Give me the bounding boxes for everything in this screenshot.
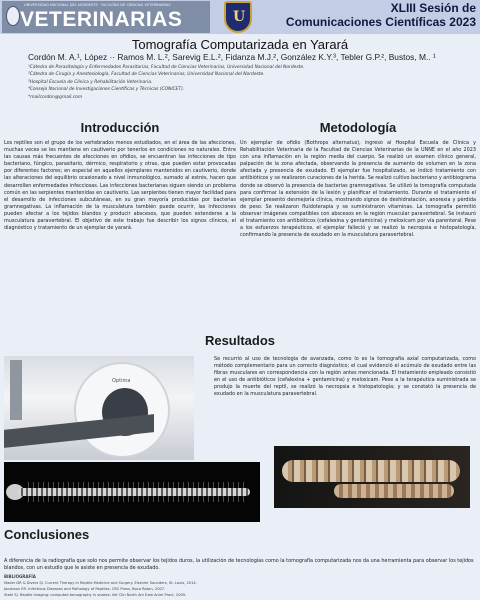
method-text: Un ejemplar de ofidio (Bothrops alternatus), ingresó al Hospital Escuela de Clínica y Rehabilitación Veterinaria de la Facultad de Ciencias Veterinarias de la UNNE en el año 2023 con una inflamación en la región media del cuerpo. Se realizó un examen clínico general, palpación de la zona afectada, observando la presencia de aumento de volumen en la zona afectada y presencia de exudado. El ejemplar fue hospitalizado, se indicó tratamiento con antibióticos y se realizaron curaciones de la herida. Se realizó cultivo bacteriano y antibiograma donde se observó la presencia de bacterias gramnegativas. Se utilizó la tomografía computada para confirmar la extensión de la lesión y planificar el tratamiento. Durante el tratamiento el ejemplar presentó desmejoría clínica, mostrando signos de deshidratación, anorexia y pérdida de peso. Se realizaron fluidoterapia y se suministraron vitaminas. La tomografía permitió observar imágenes compatibles con abscesos en la región muscular paravertebral. Se instauró el tratamiento con antibióticos (cefalexina y gentamicina) y meloxicam por vía parenteral. Pese a los esfuerzos terapéuticos, el ejemplar falleció y se realizó la necropsia e histopatología, confirmando la presencia de exudado en la musculatura paravertebral. xyxy=(240,140,476,239)
conclusions-text: A diferencia de la radiografía que solo nos permite observar los tejidos duros, la utilización de tecnologías como la tomografía computarizada nos da una herramienta para observar los tejidos blandos, con un estudio que le asiste en presencia de exudado. xyxy=(4,558,474,572)
ct-scanner-photo xyxy=(4,356,194,460)
reference-3: Stahl SJ. Reptile imaging: computed tomography in snakes. Vet Clin North Am Exot Anim Pract, 2009. xyxy=(4,593,187,597)
event-line-2: Comunicaciones Científicas 2023 xyxy=(285,15,476,29)
affiliation-3: ³Hospital Escuela de Clínica y Rehabilitación Veterinaria. xyxy=(28,79,153,85)
university-crest-icon: U xyxy=(224,1,252,33)
affiliation-2: ²Cátedra de Cirugía y Anestesiología, Facultad de Ciencias Veterinarias, Universidad Nacional del Nordeste. xyxy=(28,72,265,78)
ct-scan-image xyxy=(4,462,260,522)
poster-header xyxy=(0,0,480,34)
faculty-word: VETERINARIAS xyxy=(20,8,183,31)
university-seal-icon xyxy=(6,6,20,26)
faculty-logo xyxy=(2,1,210,33)
method-heading: Metodología xyxy=(319,120,397,135)
ct-brand-label: Optima xyxy=(112,378,131,384)
affiliations xyxy=(28,64,448,101)
affiliation-4: ⁴Consejo Nacional de Investigaciones Científicas y Técnicas (CONICET). xyxy=(28,87,185,93)
reference-2: Jacobson ER. Infectious Diseases and Pathology of Reptiles. CRC Press, Boca Raton, 2007. xyxy=(4,587,166,591)
intro-heading: Introducción xyxy=(80,120,160,135)
author-list: Cordón M. A.¹, López ·· Ramos M. L.², Sarevig E.L.², Fidanza M.J.², González K.Y.³, Tebler G.P.², Bustos, M.. ¹ xyxy=(28,52,436,62)
contact-email: *mailcordon@gmail.com xyxy=(28,94,83,100)
university-line: UNIVERSIDAD NACIONAL DEL NORDESTE · FACULTAD DE CIENCIAS VETERINARIAS xyxy=(24,3,171,7)
references-title: BIBLIOGRAFÍA xyxy=(4,574,36,579)
results-heading: Resultados xyxy=(204,333,276,348)
affiliation-1: ¹Cátedra de Parasitología y Enfermedades Parasitarias, Facultad de Ciencias Veterinarias, Universidad Nacional del Nordeste. xyxy=(28,65,305,70)
reference-1: Mader DR & Divers SJ. Current Therapy in Reptile Medicine and Surgery. Elsevier Saunders, St. Louis, 2014. xyxy=(4,581,197,585)
event-title xyxy=(262,2,476,29)
conclusions-heading: Conclusiones xyxy=(4,527,90,542)
event-line-1: XLIII Sesión de xyxy=(390,1,476,15)
results-text: Se recurrió al uso de tecnología de avanzada, como lo es la tomografía axial computarizada, como método complementario para un correcto diagnóstico; el cual evidenció el acúmulo de exudado entre las fibras musculares en correspondencia con la región antes mencionada. El tratamiento empleado consistió en el uso de antibióticos (cefalexina + gentamicina) y meloxicam. Pese a la terapéutica suministrada se produjo la muerte del reptil, se realizó la necropsia e histopatología; y se constató la presencia de exudado en la musculatura paravertebral. xyxy=(214,356,476,398)
references xyxy=(4,574,476,598)
poster-title: Tomografía Computarizada en Yarará xyxy=(131,37,349,52)
intro-text: Los reptiles son el grupo de los vertebrados menos estudiados, en el área de las afecciones, muchas veces se les mantiene en cautiverio por tenerlos en condiciones no naturales. Entre las causas más frecuentes de afecciones en ofidios, se encuentran las infecciones de tipo bacteriano, fúngico, parasitario, dérmico, respiratorio y otras, que pueden estar provocadas por diferentes factores; en especial en aquellos ejemplares mantenidos en cautiverio, donde las alteraciones del equilibrio ocasionado a nivel inmunológico, sumado al estrés, hacen que desarrollen enfermedades infecciosas. Las infecciones bacterianas siguen siendo un problema común en las serpientes mantenidas en cautiverio. Las serpientes tienen mayor facilidad para el desarrollo de infecciones subcutáneas, en su gran mayoría producidas por bacterias gramnegativas. La inflamación de la musculatura también puede ocurrir, las infecciones pueden afectar a los tejidos blandos y producir abscesos, que pueden extenderse a la musculatura paravertebral. El objetivo de este trabajo fue describir los signos clínicos, el diagnóstico y tratamiento de un ejemplar de yarará. xyxy=(4,140,236,232)
necropsy-photo xyxy=(274,446,470,508)
